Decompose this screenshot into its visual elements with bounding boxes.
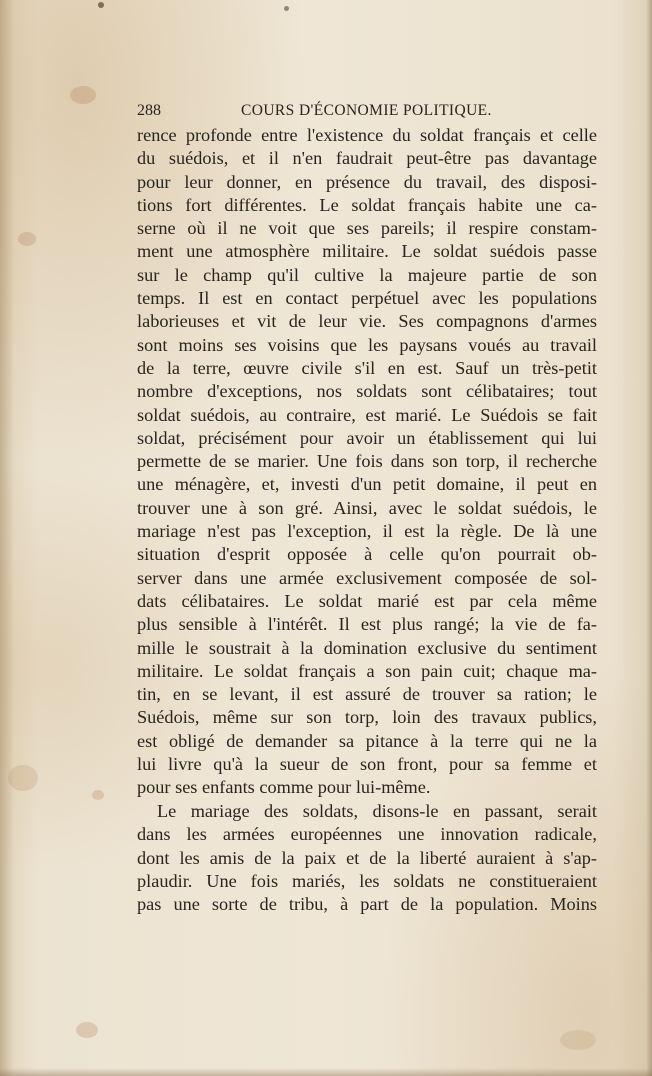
text-line: Suédois, même sur son torp, loin des travaux publics, (137, 707, 597, 728)
text-line: temps. Il est en contact perpétuel avec les populations (137, 288, 597, 309)
text-line: mille le soustrait à la domination exclusive du sentiment (137, 637, 597, 658)
text-line: plaudir. Une fois mariés, les soldats ne constitueraient (137, 871, 597, 891)
text-line: dont les amis de la paix et de la liberté auraient à s'ap- (137, 847, 597, 868)
paragraph (137, 800, 597, 916)
text-line: pas une sorte de tribu, à part de la population. Moins (137, 894, 597, 915)
page-number: 288 (137, 102, 161, 119)
text-line: sur le champ qu'il cultive la majeure partie de son (137, 264, 597, 285)
text-line: server dans une armée exclusivement composée de sol- (137, 567, 597, 588)
text-line: mariage n'est pas l'exception, il est la règle. De là une (137, 521, 597, 542)
text-line: situation d'esprit opposée à celle qu'on pourrait ob- (137, 544, 597, 565)
text-line: plus sensible à l'intérêt. Il est plus rangé; la vie de fa- (137, 614, 597, 635)
foxing-stain (560, 1030, 596, 1050)
foxing-stain (92, 790, 104, 800)
text-line: nombre d'exceptions, nos soldats sont célibataires; tout (137, 381, 597, 402)
foxing-stain (76, 1022, 98, 1038)
text-line: lui livre qu'à la sueur de son front, pour sa femme et (137, 754, 597, 775)
text-line: Le mariage des soldats, disons-le en passant, serait (157, 801, 597, 822)
text-line: tions fort différentes. Le soldat français habite une ca- (137, 194, 597, 215)
text-line: tin, en se levant, il est assuré de trouver sa ration; le (137, 684, 597, 705)
body-text (137, 124, 597, 917)
text-line: laborieuses et vit de leur vie. Ses compagnons d'armes (137, 311, 597, 332)
text-line: soldat suédois, au contraire, est marié. Le Suédois se fait (137, 404, 597, 425)
running-header (137, 100, 597, 124)
text-line: dats célibataires. Le soldat marié est par cela même (137, 590, 597, 611)
paragraph (137, 124, 597, 800)
foxing-stain (18, 232, 36, 246)
text-line: permette de se marier. Une fois dans son torp, il recherche (137, 451, 597, 472)
text-line: serne où il ne voit que ses pareils; il respire constam- (137, 218, 597, 239)
text-line: soldat, précisément pour avoir un établissement qui lui (137, 427, 597, 448)
text-line: pour ses enfants comme pour lui-même. (137, 777, 431, 798)
foxing-stain (8, 765, 38, 791)
text-line: ment une atmosphère militaire. Le soldat suédois passe (137, 241, 597, 262)
foxing-stain (70, 86, 96, 104)
text-line: une ménagère, et, investi d'un petit domaine, il peut en (137, 474, 597, 495)
page-edge-right (646, 0, 652, 1076)
text-line: de la terre, œuvre civile s'il en est. Sauf un très-petit (137, 357, 597, 378)
text-line: dans les armées européennes une innovation radicale, (137, 824, 597, 845)
page-edge-bottom (0, 1068, 652, 1076)
ink-dot (98, 2, 104, 8)
text-line: trouver une à son gré. Ainsi, avec le soldat suédois, le (137, 497, 597, 518)
ink-dot (284, 6, 289, 11)
text-line: sont moins ses voisins que les paysans voués au travail (137, 334, 597, 355)
text-line: pour leur donner, en présence du travail, des disposi- (137, 171, 597, 192)
text-line: est obligé de demander sa pitance à la terre qui ne la (137, 730, 597, 751)
spine-shadow (0, 0, 14, 1076)
text-line: du suédois, et il n'en faudrait peut-être pas davantage (137, 148, 597, 169)
text-line: militaire. Le soldat français a son pain cuit; chaque ma- (137, 660, 597, 681)
running-title: COURS D'ÉCONOMIE POLITIQUE. (241, 102, 492, 119)
text-line: rence profonde entre l'existence du soldat français et celle (137, 125, 597, 145)
